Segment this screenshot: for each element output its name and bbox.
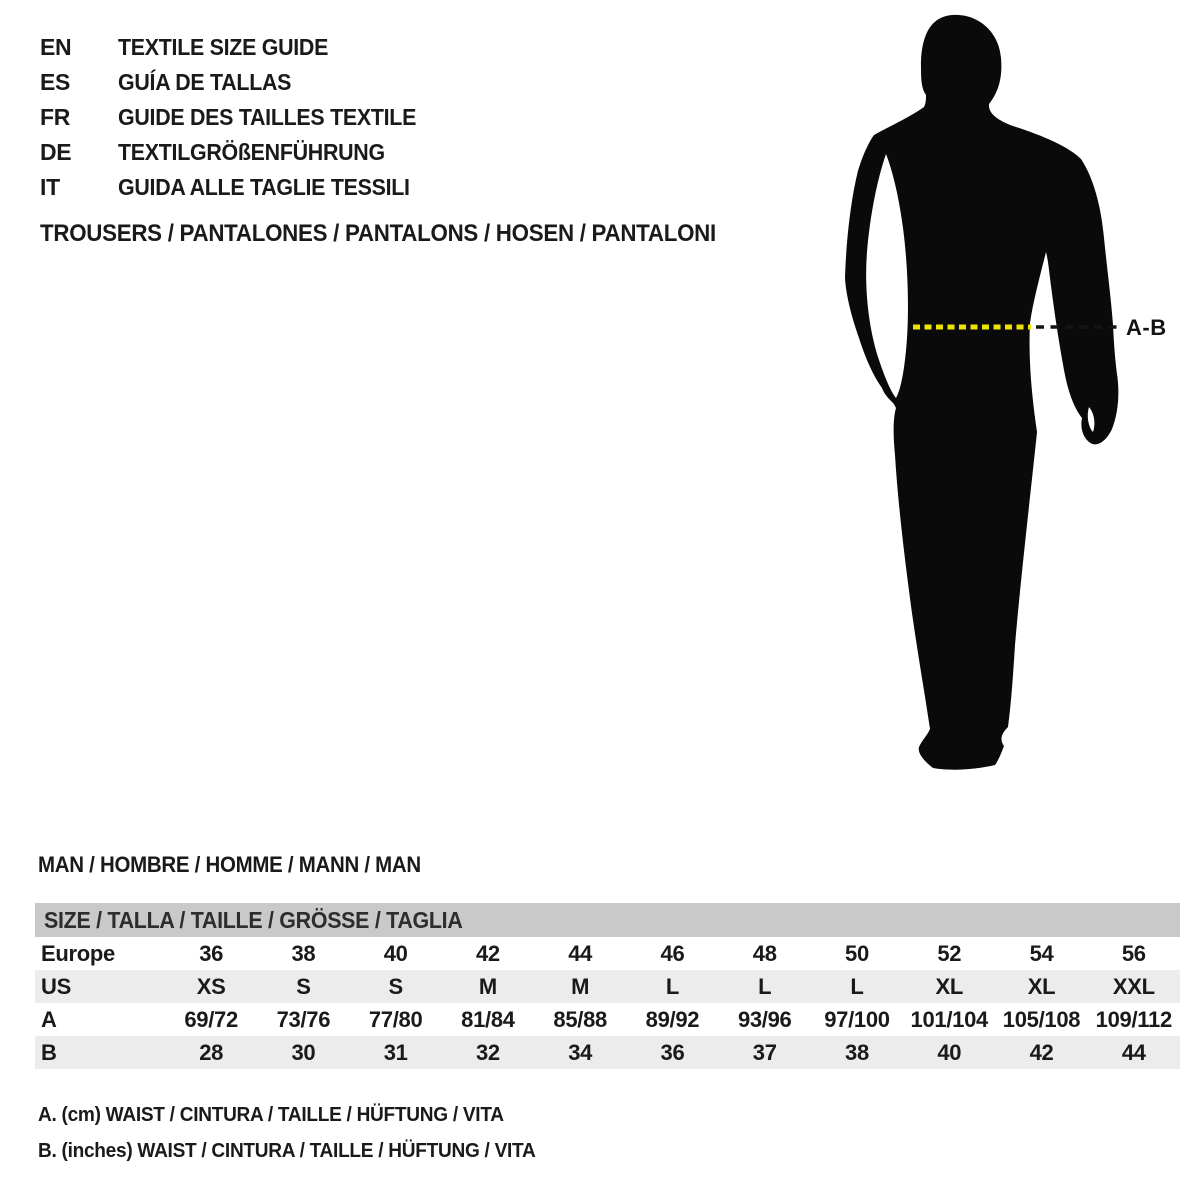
section-title [38,852,450,878]
language-title: TEXTILGRÖßENFÜHRUNG [118,139,385,165]
table-cell: 54 [1029,940,1054,966]
size-table [35,903,1180,1069]
table-cell: XL [1027,973,1056,999]
table-cell: L [665,973,680,999]
table-cell: 36 [199,940,224,966]
row-label: A [41,1006,57,1032]
table-cell: 44 [1121,1039,1146,1065]
section-title-text: MAN / HOMBRE / HOMME / MANN / MAN [38,852,421,877]
table-cell: 28 [199,1039,224,1065]
language-code: ES [40,69,71,95]
table-row [35,937,1180,970]
table-cell: L [758,973,772,999]
table-cell: 73/76 [276,1006,331,1032]
language-code: IT [40,174,60,200]
measurement-label-ab: A-B [1126,315,1167,340]
table-cell: 81/84 [461,1006,515,1032]
footnote-a: A. (cm) WAIST / CINTURA / TAILLE / HÜFTUNG / VITA [38,1103,504,1126]
table-cell: 37 [752,1039,777,1065]
language-row [40,30,439,65]
language-title: GUIDA ALLE TAGLIE TESSILI [118,174,410,200]
table-cell: 48 [752,940,777,966]
table-cell: 109/112 [1095,1006,1172,1032]
table-cell: 30 [291,1039,316,1065]
language-row [40,170,439,205]
table-cell: 36 [660,1039,685,1065]
table-cell: 38 [845,1039,869,1065]
footnotes [38,1097,573,1169]
language-code: DE [40,139,72,165]
row-label: Europe [41,940,115,966]
language-title: GUÍA DE TALLAS [118,69,292,95]
language-code: EN [40,34,72,60]
table-cell: 56 [1121,940,1146,966]
table-cell: S [296,973,311,999]
language-row [40,100,439,135]
footnote-b: B. (inches) WAIST / CINTURA / TAILLE / HÜFTUNG / VITA [38,1139,536,1162]
category-title [40,220,767,248]
language-title: TEXTILE SIZE GUIDE [118,34,329,60]
table-cell: 97/100 [824,1006,890,1032]
table-row [35,1003,1180,1036]
table-cell: 46 [660,940,685,966]
table-cell: 31 [383,1039,408,1065]
table-cell: M [571,973,590,999]
size-table-body [35,937,1180,1069]
table-cell: 32 [475,1039,500,1065]
man-silhouette-shape [845,15,1118,770]
table-cell: 77/80 [368,1006,423,1032]
language-list [40,30,439,205]
table-cell: L [850,973,864,999]
table-row [35,970,1180,1003]
table-cell: 38 [291,940,316,966]
table-cell: 69/72 [184,1006,238,1032]
size-table-header [35,903,1180,937]
language-row [40,65,439,100]
table-cell: XS [196,973,226,999]
table-cell: 42 [1029,1039,1054,1065]
language-title: GUIDE DES TAILLES TEXTILE [118,104,417,130]
category-title-text: TROUSERS / PANTALONES / PANTALONS / HOSEN / PANTALONI [40,220,716,247]
row-label: B [41,1039,57,1065]
table-cell: 85/88 [553,1006,607,1032]
table-cell: 40 [383,940,408,966]
table-cell: M [478,973,497,999]
table-cell: 44 [568,940,593,966]
table-cell: 42 [475,940,500,966]
table-cell: 52 [937,940,962,966]
table-row [35,1036,1180,1069]
row-label: US [41,973,71,999]
table-cell: 93/96 [737,1006,792,1032]
table-cell: S [388,973,403,999]
table-cell: XXL [1112,973,1155,999]
language-code: FR [40,104,71,130]
table-cell: 101/104 [910,1006,988,1032]
language-row [40,135,439,170]
table-cell: 89/92 [645,1006,700,1032]
size-table-header-text: SIZE / TALLA / TAILLE / GRÖSSE / TAGLIA [44,907,463,933]
table-cell: 105/108 [1002,1006,1081,1032]
table-cell: 40 [937,1039,962,1065]
table-cell: 34 [568,1039,593,1065]
table-cell: 50 [845,940,869,966]
table-cell: XL [935,973,964,999]
